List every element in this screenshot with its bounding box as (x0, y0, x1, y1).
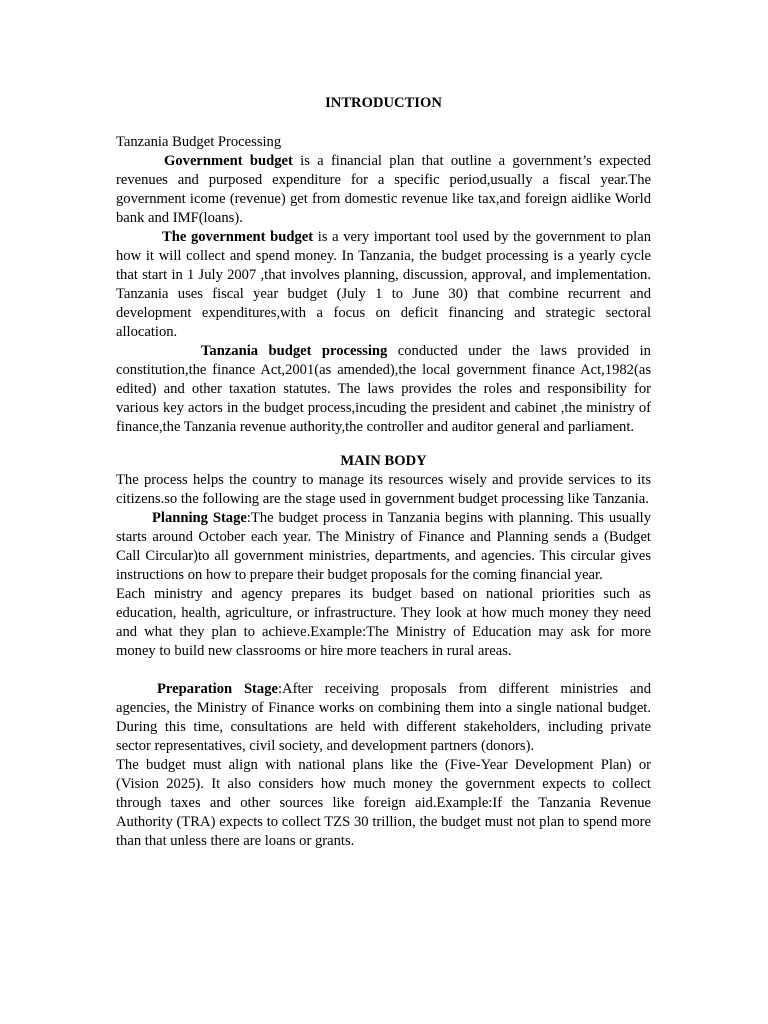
main-body-heading: MAIN BODY (340, 453, 427, 469)
main-body-paragraph: The process helps the country to manage its resources wisely and provide services to its citizens.so the following are the stage used in government budget processing like Tanzania. (116, 472, 651, 507)
document-page (116, 94, 651, 851)
term-planning-stage: Planning Stage (152, 510, 247, 526)
term-government-budget: Government budget (164, 153, 293, 169)
intro-paragraph-budget-tool (116, 228, 651, 342)
preparation-stage-paragraph (116, 680, 651, 756)
document-subtitle: Tanzania Budget Processing (116, 134, 282, 150)
paragraph-text: is a very important tool used by the government to plan how it will collect and spend money. In Tanzania, the budget processing is a yearly cycle that start in 1 July 2007 ,that involves planning, discussion, approval, and implementation. Tanzania uses fiscal year budget (July 1 to June 30) that combine recurrent and development expenditures,with a focus on deficit financing and strategic sectoral allocation. (116, 229, 651, 340)
paragraph-text: :After receiving proposals from different ministries and agencies, the Ministry of Finance works on combining them into a single national budget. During this time, consultations are held with different stakeholders, including private sector representatives, civil society, and development partners (donors). (116, 681, 651, 754)
paragraph-text: is a financial plan that outline a government’s expected revenues and purposed expenditure for a specific period,usually a fiscal year.The government icome (revenue) get from domestic revenue like tax,and foreign aidlike World bank and IMF(loans). (116, 153, 651, 226)
introduction-heading: INTRODUCTION (325, 95, 442, 111)
term-tanzania-budget-processing: Tanzania budget processing (201, 343, 388, 359)
preparation-stage-paragraph-2: The budget must align with national plans like the (Five-Year Development Plan) or (Vision 2025). It also considers how much money the government expects to collect through taxes and other sources like foreign aid.Example:If the Tanzania Revenue Authority (TRA) expects to collect TZS 30 trillion, the budget must not plan to spend more than that unless there are loans or grants. (116, 757, 651, 849)
intro-paragraph-budget-processing (116, 342, 651, 437)
paragraph-text: :The budget process in Tanzania begins with planning. This usually starts around October each year. The Ministry of Finance and Planning sends a (Budget Call Circular)to all government ministries, departments, and agencies. This circular gives instructions on how to prepare their budget proposals for the coming financial year. (116, 510, 651, 583)
paragraph-text: conducted under the laws provided in constitution,the finance Act,2001(as amended),the local government finance Act,1982(as edited) and other taxation statutes. The laws provides the roles and responsibility for various key actors in the budget process,incuding the president and cabinet ,the ministry of finance,the Tanzania revenue authority,the controller and auditor general and parliament. (116, 343, 651, 435)
planning-stage-paragraph-2: Each ministry and agency prepares its budget based on national priorities such as education, health, agriculture, or infrastructure. They look at how much money they need and what they plan to achieve.Example:The Ministry of Education may ask for more money to build new classrooms or hire more teachers in rural areas. (116, 586, 651, 659)
planning-stage-paragraph (116, 509, 651, 585)
term-the-government-budget: The government budget (162, 229, 314, 245)
intro-paragraph-government-budget (116, 152, 651, 228)
term-preparation-stage: Preparation Stage (157, 681, 278, 697)
